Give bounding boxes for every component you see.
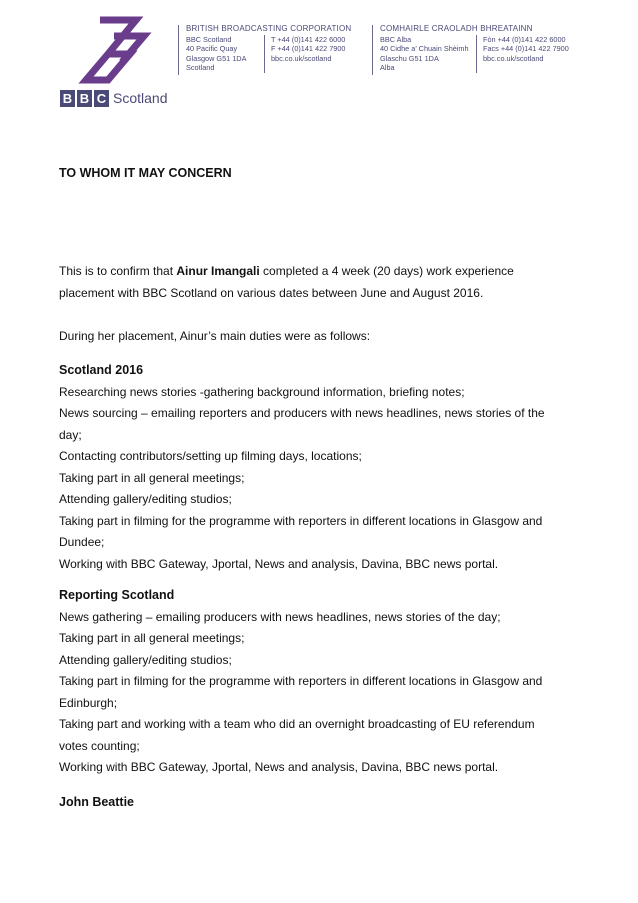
gaelic-heading: COMHAIRLE CRAOLADH BHREATAINN — [380, 24, 533, 33]
duties-intro-text: During her placement, Ainur’s main duties were as follows: — [59, 329, 371, 343]
duties-intro — [59, 326, 549, 348]
contact-line: bbc.co.uk/scotland — [271, 53, 332, 63]
duty-line: Attending gallery/editing studios; — [59, 652, 232, 667]
duty-line: Attending gallery/editing studios; — [59, 492, 232, 506]
section-title: Scotland 2016 — [59, 363, 144, 377]
section-john-beattie — [59, 792, 549, 814]
address-line: 40 Cidhe a’ Chuain Shèimh — [380, 44, 469, 54]
intro-suffix: completed a 4 week (20 days) work experience — [259, 264, 514, 278]
letterhead-divider — [372, 25, 373, 75]
duty-line: Taking part and working with a team who did an overnight broadcasting of EU referendum — [59, 717, 535, 731]
candidate-name: Ainur Imangali — [176, 264, 260, 278]
section-title: John Beattie — [59, 795, 135, 809]
duty-line: Taking part in all general meetings; — [59, 470, 245, 485]
address-line: 40 Pacific Quay — [186, 44, 238, 54]
duty-line: Taking part in filming for the programme with reporters in different locations in Glasgow and — [59, 674, 543, 688]
address-line: BBC Scotland — [186, 34, 232, 44]
duty-line: Taking part in all general meetings; — [59, 631, 245, 645]
duty-line: Taking part in filming for the programme with reporters in different locations in Glasgow and — [59, 513, 543, 528]
contact-line: bbc.co.uk/scotland — [483, 53, 544, 63]
section-reporting-scotland — [59, 585, 549, 779]
bbc-block-letter: B — [60, 90, 75, 107]
contact-line: Facs +44 (0)141 422 7900 — [483, 44, 569, 54]
duty-line: Working with BBC Gateway, Jportal, News and analysis, Davina, BBC news portal. — [59, 556, 499, 571]
duty-line: day; — [59, 427, 82, 442]
duty-line: News sourcing – emailing reporters and producers with news headlines, news stories of the — [59, 406, 545, 420]
duty-line: Contacting contributors/setting up filming days, locations; — [59, 449, 362, 463]
intro-paragraph — [59, 261, 549, 304]
contact-line: Fòn +44 (0)141 422 6000 — [483, 34, 566, 44]
bbc-block-letter: C — [94, 90, 109, 107]
letterhead-divider — [178, 25, 179, 75]
duty-line: Dundee; — [59, 535, 105, 549]
english-heading: BRITISH BROADCASTING CORPORATION — [186, 24, 352, 33]
brand-name: Scotland — [113, 90, 168, 106]
letterhead — [0, 0, 638, 120]
address-line: Glaschu G51 1DA — [380, 53, 439, 63]
section-scotland-2016 — [59, 360, 549, 575]
section-title: Reporting Scotland — [59, 588, 175, 602]
address-line: Scotland — [186, 63, 215, 73]
address-line: Alba — [380, 63, 395, 73]
duty-line: News gathering – emailing producers with news headlines, news stories of the day; — [59, 609, 501, 624]
intro-line-2: placement with BBC Scotland on various dates between June and August 2016. — [59, 285, 484, 300]
bbc-scotland-logo-mark — [78, 14, 158, 84]
address-line: BBC Alba — [380, 34, 412, 44]
bbc-scotland-wordmark — [60, 89, 167, 107]
gaelic-address — [380, 24, 569, 73]
english-address — [186, 24, 351, 73]
duty-line: votes counting; — [59, 738, 140, 753]
intro-prefix: This is to confirm that — [59, 264, 177, 278]
intro-line-1 — [59, 261, 549, 283]
contact-line: T +44 (0)141 422 6000 — [271, 34, 346, 44]
duty-line: Researching news stories -gathering background information, briefing notes; — [59, 384, 465, 399]
duty-line: Working with BBC Gateway, Jportal, News and analysis, Davina, BBC news portal. — [59, 760, 499, 774]
contact-line: F +44 (0)141 422 7900 — [271, 44, 346, 54]
salutation: TO WHOM IT MAY CONCERN — [59, 166, 232, 180]
duty-line: Edinburgh; — [59, 695, 118, 710]
address-line: Glasgow G51 1DA — [186, 53, 247, 63]
bbc-block-letter: B — [77, 90, 92, 107]
